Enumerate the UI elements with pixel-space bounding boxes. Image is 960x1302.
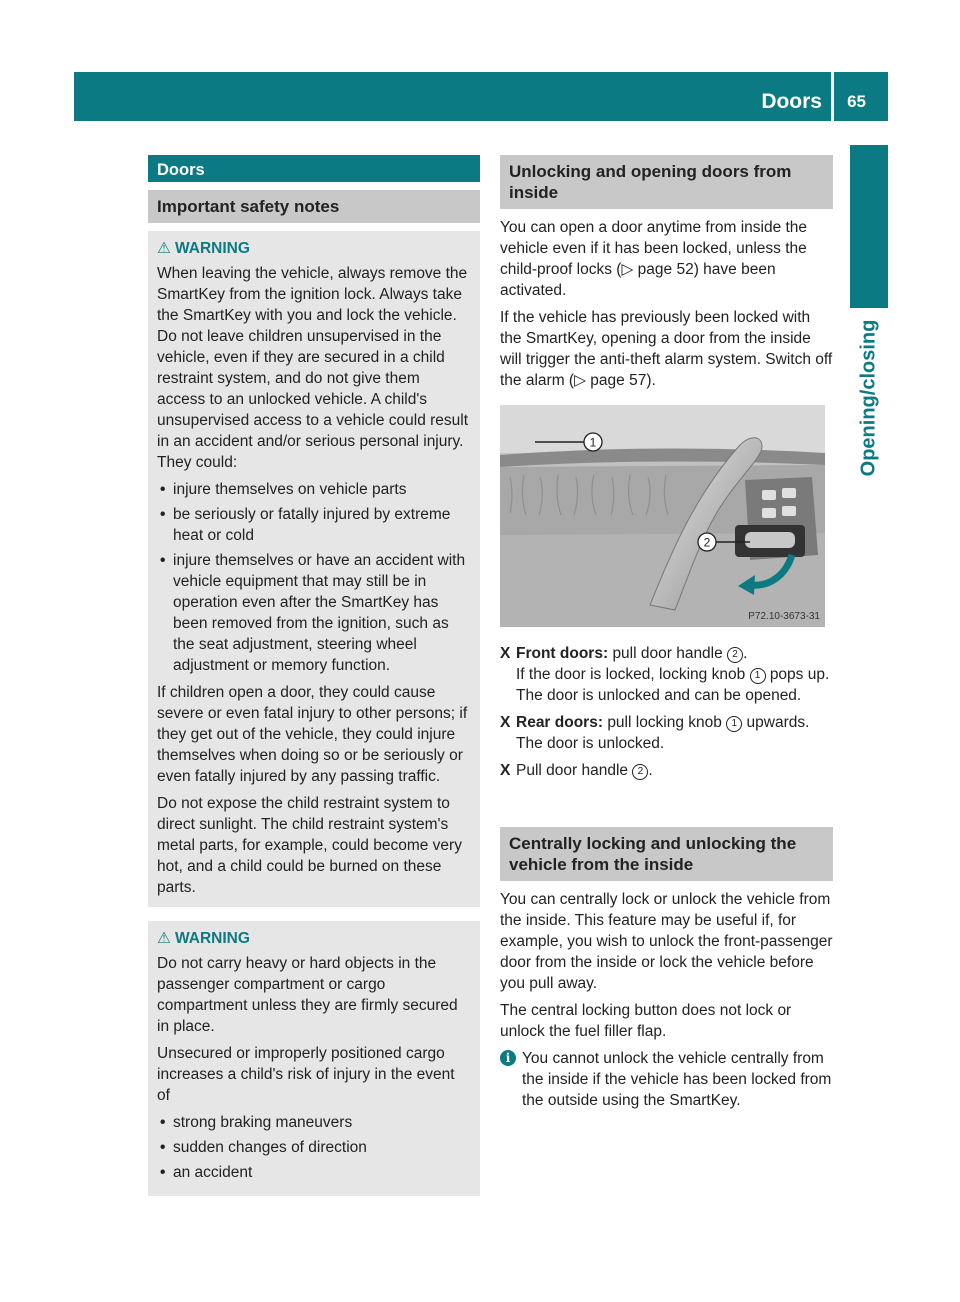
list-item: • injure themselves or have an accident with vehicle equipment that may still be in operation even after the SmartKey has been removed from the ignition, such as the seat adjustment, steering wheel adjustment or memory function. <box>157 550 471 676</box>
door-handle-illustration <box>500 405 825 627</box>
warning-text: If children open a door, they could cause severe or even fatal injury to other persons; if they get out of the vehicle, they could injure themselves when doing so or be seriously or even fatally injured by any passing traffic. <box>157 684 468 785</box>
warning-triangle-icon: ⚠ <box>157 930 171 947</box>
callout-ref: 2 <box>632 764 648 780</box>
instruction-step: X Rear doors: pull locking knob 1 upwards. The door is unlocked. <box>500 714 810 752</box>
callout-2-label: 2 <box>703 535 711 550</box>
section-title-central-locking: Centrally locking and unlocking the vehicle from the inside <box>500 827 833 881</box>
section-title-unlocking: Unlocking and opening doors from inside <box>500 155 833 209</box>
section-title-doors: Doors <box>148 155 480 182</box>
list-item: • strong braking maneuvers <box>157 1112 471 1133</box>
subsection-title-safety: Important safety notes <box>148 190 480 223</box>
warning-text: Do not expose the child restraint system to direct sunlight. The child restraint system's metal parts, for example, could become very hot, and a child could be burned on these parts. <box>157 795 462 896</box>
callout-ref: 1 <box>726 716 742 732</box>
warning-text: When leaving the vehicle, always remove the SmartKey from the ignition lock. Always take the SmartKey with you and lock the vehicle. Do not leave children unsupervised in the vehicle, even if they are secured in a child restraint system, and do not give them access to an unlocked vehicle. A child's unsupervised access to a vehicle could result in an accident and/or serious personal injury. They could: <box>157 265 469 471</box>
header-divider <box>831 72 834 121</box>
warning-heading: ⚠ WARNING <box>157 240 250 257</box>
page-header-bar <box>74 72 888 121</box>
list-item: • an accident <box>157 1162 471 1183</box>
figure-code: P72.10-3673-31 <box>748 611 820 622</box>
callout-ref: 1 <box>750 668 766 684</box>
step-arrow-icon: X <box>500 645 511 662</box>
header-section-title: Doors <box>761 90 822 113</box>
warning-text: Do not carry heavy or hard objects in the passenger compartment or cargo compartment unless they are firmly secured in place. <box>157 955 458 1035</box>
warning-text: Unsecured or improperly positioned cargo increases a child's risk of injury in the event of <box>157 1045 455 1104</box>
callout-ref: 2 <box>727 647 743 663</box>
instruction-step: X Front doors: pull door handle 2 . If the door is locked, locking knob 1 pops up. The door is unlocked and can be opened. <box>500 645 830 704</box>
callout-1-label: 1 <box>589 435 597 450</box>
list-item: • sudden changes of direction <box>157 1137 471 1158</box>
instruction-step: X Pull door handle 2 . <box>500 762 653 779</box>
warning-bullet-list <box>157 479 471 676</box>
step-arrow-icon: X <box>500 762 511 779</box>
warning-box-1 <box>148 231 480 907</box>
page-number: 65 <box>847 92 866 111</box>
side-tab-marker <box>850 145 888 308</box>
warning-bullet-list <box>157 1112 471 1183</box>
right-column <box>500 155 833 1111</box>
side-tab-label: Opening/closing <box>857 319 880 477</box>
step-arrow-icon: X <box>500 714 511 731</box>
left-column <box>148 155 480 1196</box>
list-item: • injure themselves on vehicle parts <box>157 479 471 500</box>
body-text: You can centrally lock or unlock the vehicle from the inside. This feature may be useful if, for example, you wish to unlock the front-passenger door from the inside or lock the vehicle before you pull away. <box>500 891 833 992</box>
warning-heading: ⚠ WARNING <box>157 930 250 947</box>
body-text: You can open a door anytime from inside the vehicle even if it has been locked, unless the child-proof locks (▷ page 52) have been activated. <box>500 219 808 299</box>
warning-box-2 <box>148 921 480 1196</box>
list-item: • be seriously or fatally injured by extreme heat or cold <box>157 504 471 546</box>
body-text: If the vehicle has previously been locked with the SmartKey, opening a door from the inside will trigger the anti-theft alarm system. Switch off the alarm (▷ page 57). <box>500 309 833 389</box>
body-text: The central locking button does not lock or unlock the fuel filler flap. <box>500 1002 792 1040</box>
warning-triangle-icon: ⚠ <box>157 240 171 257</box>
info-icon: i <box>500 1050 516 1066</box>
info-note: i You cannot unlock the vehicle centrally from the inside if the vehicle has been locked from the outside using the SmartKey. <box>500 1048 833 1111</box>
